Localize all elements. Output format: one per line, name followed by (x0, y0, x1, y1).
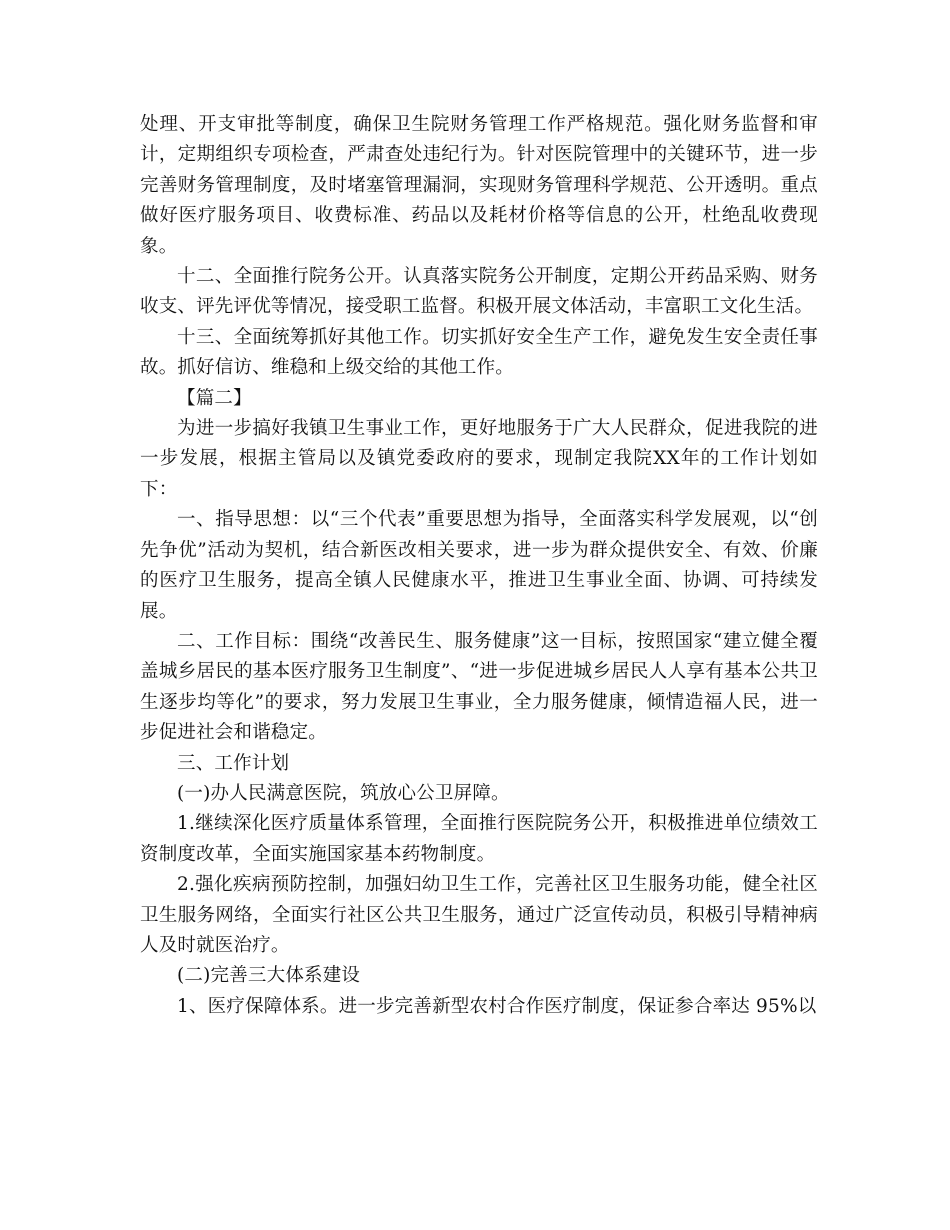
list-item-medical-security: 1、医疗保障体系。进一步完善新型农村合作医疗制度，保证参合率达 95%以 (177, 995, 817, 1017)
section-heading-work-plan: 三、工作计划 (177, 752, 290, 774)
paragraph-guiding-ideology: 一、指导思想：以“三个代表”重要思想为指导，全面落实科学发展观，以“创先争优”活动为契机，结合新医改相关要求，进一步为群众提供安全、有效、价廉的医疗卫生服务，提高全镇人民健康水平，推进卫生事业全面、协调、可持续发展。 (140, 509, 818, 622)
chapter-heading: 【篇二】 (177, 387, 252, 409)
subheading-three-systems: (二)完善三大体系建设 (177, 965, 361, 987)
document-body (140, 110, 818, 1022)
paragraph-finance-continued: 处理、开支审批等制度，确保卫生院财务管理工作严格规范。强化财务监督和审计，定期组织专项检查，严肃查处违纪行为。针对医院管理中的关键环节，进一步完善财务管理制度，及时堵塞管理漏洞，实现财务管理科学规范、公开透明。重点做好医疗服务项目、收费标准、药品以及耗材价格等信息的公开，杜绝乱收费现象。 (140, 114, 818, 257)
paragraph-work-goals: 二、工作目标：围绕“改善民生、服务健康”这一目标，按照国家“建立健全覆盖城乡居民的基本医疗服务卫生制度”、“进一步促进城乡居民人人享有基本公共卫生逐步均等化”的要求，努力发展卫生事业，全力服务健康，倾情造福人民，进一步促进社会和谐稳定。 (140, 630, 818, 744)
list-item-2: 2.强化疾病预防控制，加强妇幼卫生工作，完善社区卫生服务功能，健全社区卫生服务网络，全面实行社区公共卫生服务，通过广泛宣传动员，积极引导精神病人及时就医治疗。 (140, 874, 818, 956)
paragraph-section-12: 十二、全面推行院务公开。认真落实院务公开制度，定期公开药品采购、财务收支、评先评优等情况，接受职工监督。积极开展文体活动，丰富职工文化生活。 (140, 266, 818, 318)
subheading-hospital: (一)办人民满意医院，筑放心公卫屏障。 (177, 782, 510, 804)
list-item-1: 1.继续深化医疗质量体系管理，全面推行医院院务公开，积极推进单位绩效工资制度改革，全面实施国家基本药物制度。 (140, 813, 818, 865)
paragraph-intro: 为进一步搞好我镇卫生事业工作，更好地服务于广大人民群众，促进我院的进一步发展，根据主管局以及镇党委政府的要求，现制定我院XX年的工作计划如下： (140, 418, 818, 500)
paragraph-section-13: 十三、全面统筹抓好其他工作。切实抓好安全生产工作，避免发生安全责任事故。抓好信访、维稳和上级交给的其他工作。 (140, 326, 818, 379)
